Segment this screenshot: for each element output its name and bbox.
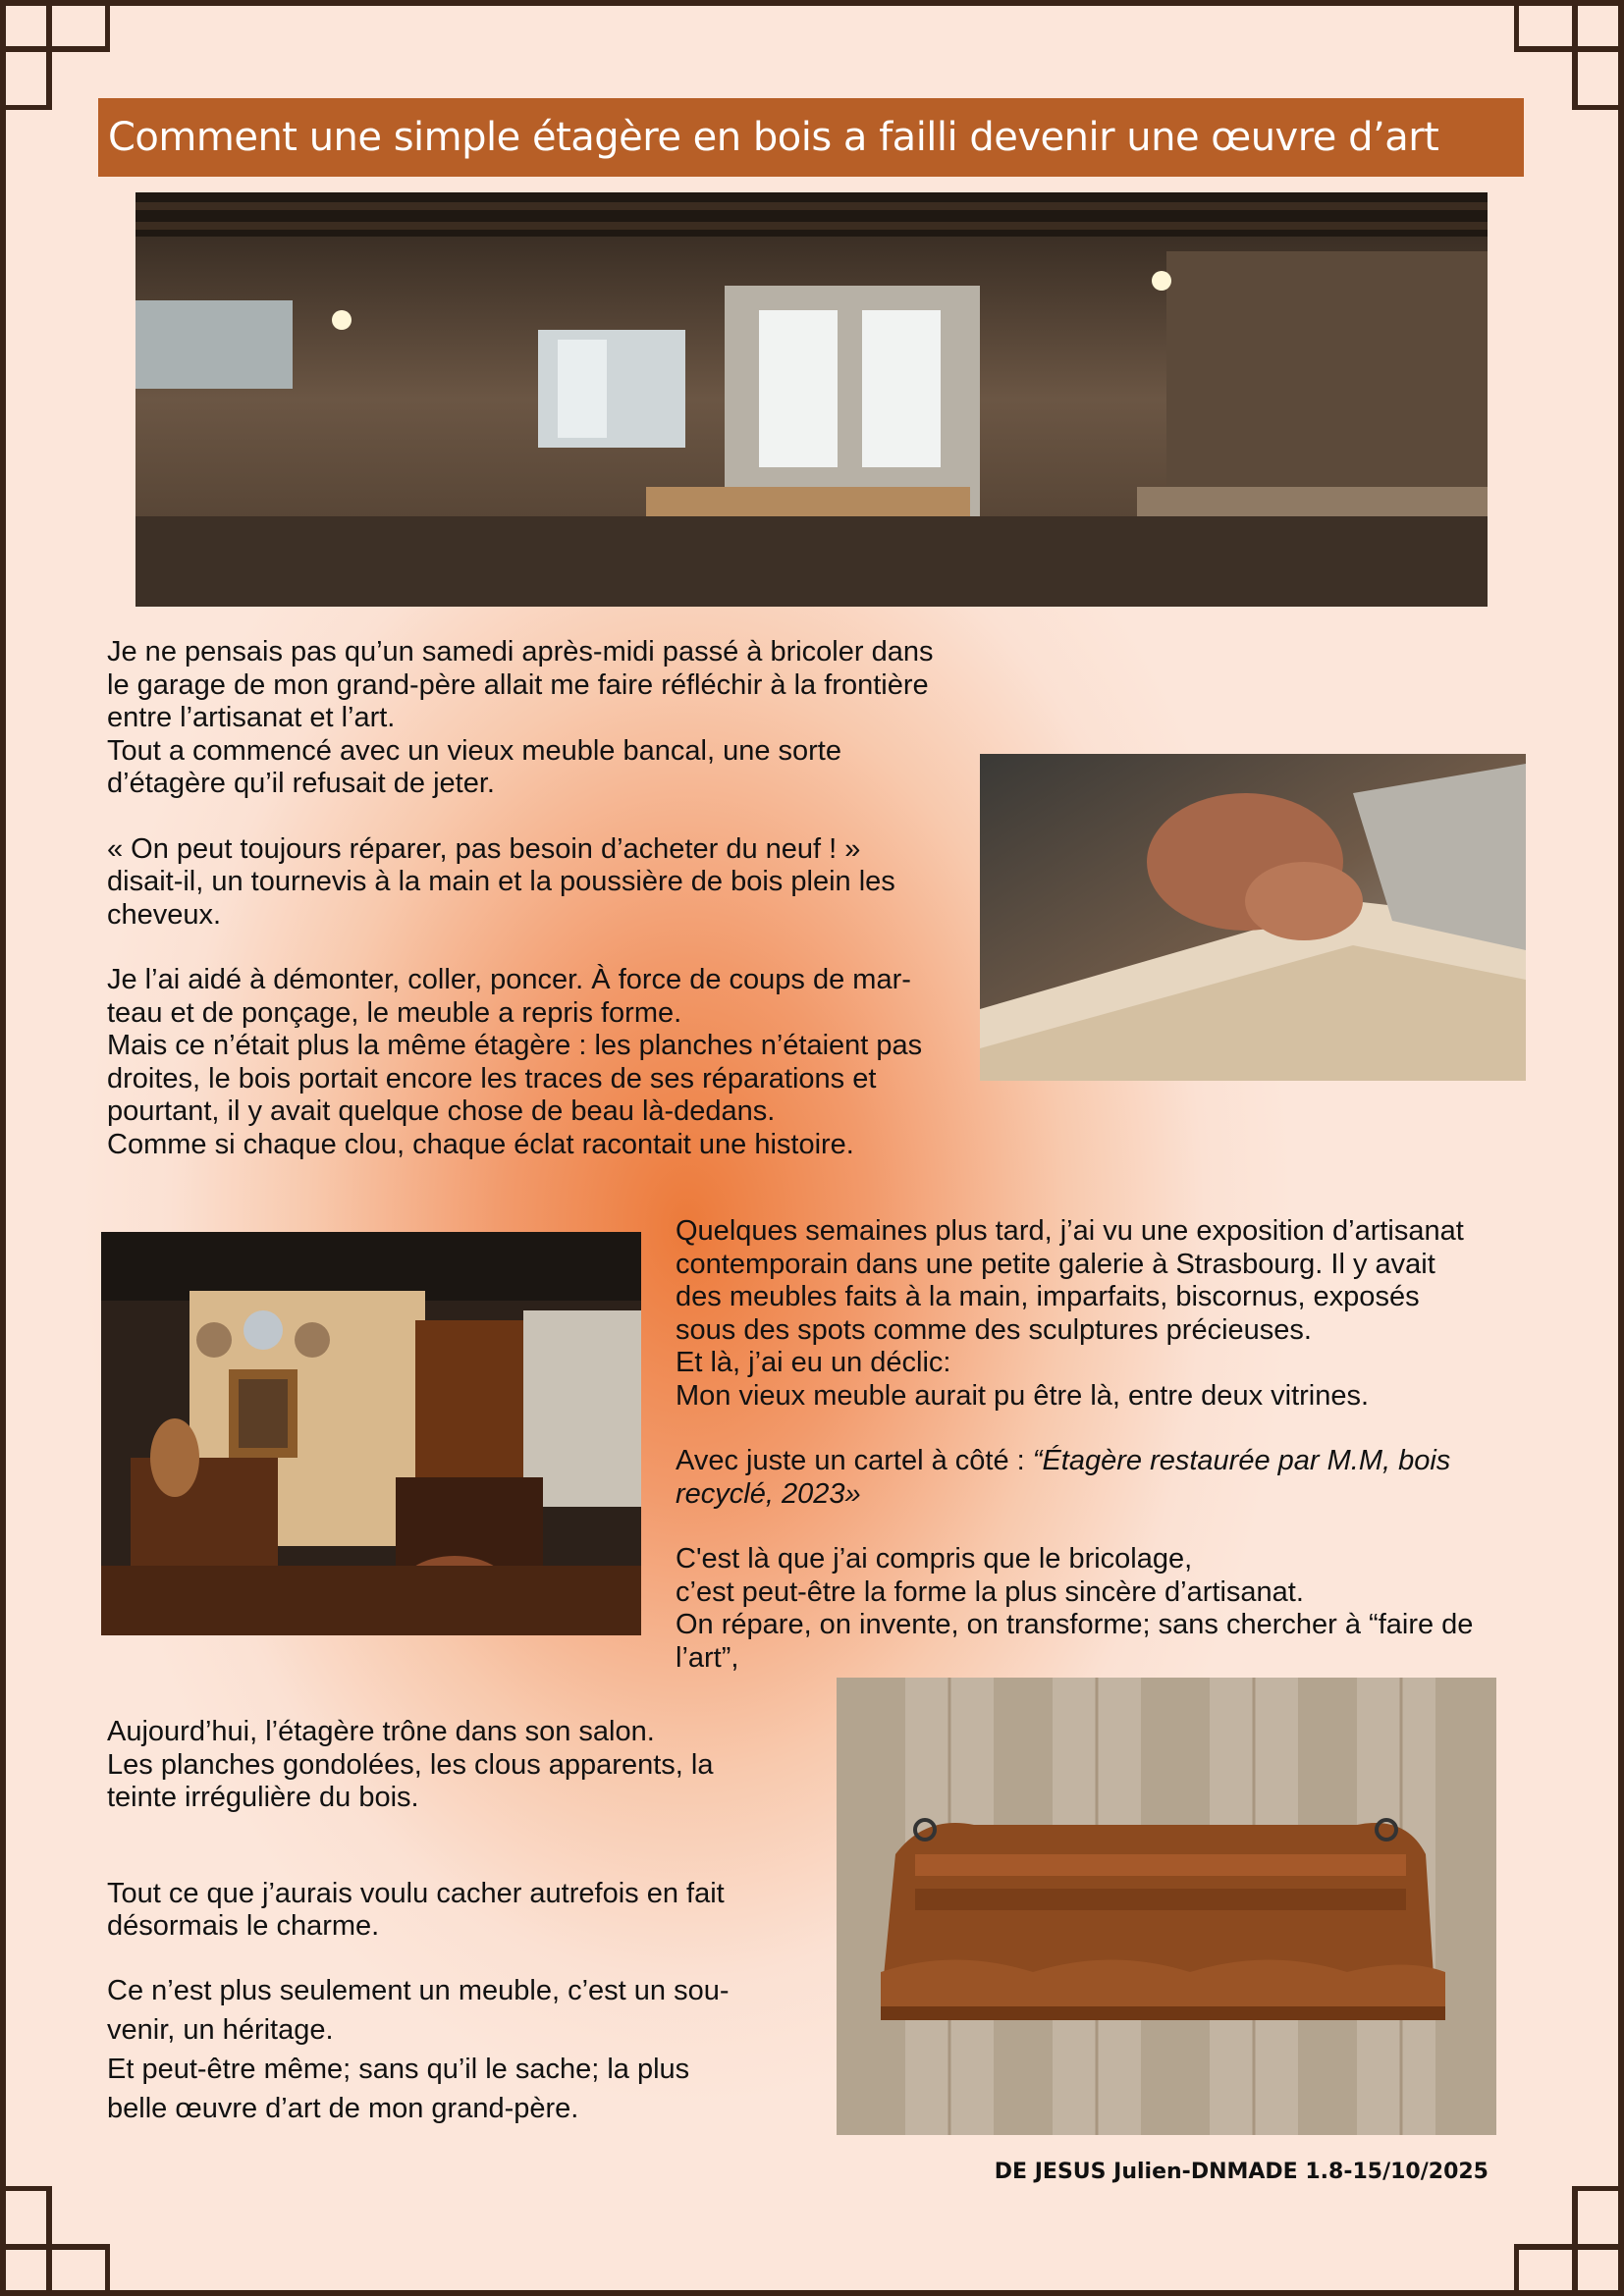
paragraph-line: Comme si chaque clou, chaque éclat racontait une histoire. [107,1128,854,1160]
paragraph-line: Et là, j’ai eu un déclic: [676,1347,951,1378]
paragraph-line: droites, le bois portait encore les traces de ses réparations et [107,1062,877,1095]
paragraph-line: Aujourd’hui, l’étagère trône dans son salon. [107,1716,655,1747]
paragraph-line: désormais le charme. [107,1910,380,1942]
paragraph-line: teau et de ponçage, le meuble a repris forme. [107,996,682,1029]
paragraph-line: entre l’artisanat et l’art. [107,702,396,733]
workshop-photo [135,192,1488,607]
paragraph-line: Mais ce n’était plus la même étagère : les planches n’étaient pas [107,1030,923,1061]
paragraph-line: d’étagère qu’il refusait de jeter. [107,768,495,799]
gallery-photo [101,1232,641,1635]
paragraph-line: Et peut-être même; sans qu’il le sache; la plus [107,2053,690,2085]
paragraph-line: C'est là que j’ai compris que le bricolage, [676,1543,1193,1575]
paragraph-line: Mon vieux meuble aurait pu être là, entre deux vitrines. [676,1379,1370,1412]
paragraph-line: « On peut toujours réparer, pas besoin d’acheter du neuf ! » [107,832,861,865]
paragraph-line: Je l’ai aidé à démonter, coller, poncer. À force de coups de mar- [107,964,911,995]
corner-ornament-bottom-right [1514,2186,1624,2296]
author-footer: DE JESUS Julien-DNMADE 1.8-15/10/2025 [994,2160,1489,2184]
paragraph-line: des meubles faits à la main, imparfaits, biscornus, exposés [676,1281,1420,1312]
paragraph-line: Les planches gondolées, les clous apparents, la [107,1748,714,1781]
hand-planing-photo [980,754,1526,1081]
gallery-text-block [676,1215,1540,1675]
paragraph-line: Tout ce que j’aurais voulu cacher autrefois en fait [107,1877,725,1909]
paragraph-line: Tout a commencé avec un vieux meuble bancal, une sorte [107,734,841,767]
paragraph-line: l’art”, [676,1641,739,1674]
paragraph-line: venir, un héritage. [107,2013,334,2046]
conclusion-text-block [107,1716,814,2128]
paragraph-line: contemporain dans une petite galerie à Strasbourg. Il y avait [676,1248,1435,1280]
cartel-quote-end: recyclé, 2023» [676,1477,861,1510]
paragraph-line: Quelques semaines plus tard, j’ai vu une exposition d’artisanat [676,1215,1464,1247]
paragraph-line [676,1478,1540,1512]
paragraph-line: disait-il, un tournevis à la main et la poussière de bois plein les [107,866,895,897]
paragraph-line [676,1445,1540,1478]
paragraph-line: belle œuvre d’art de mon grand-père. [107,2092,579,2124]
paragraph-line: pourtant, il y avait quelque chose de beau là-dedans. [107,1095,776,1127]
restored-shelf-photo [837,1678,1496,2135]
paragraph-line: cheveux. [107,898,222,931]
paragraph-line: Je ne pensais pas qu’un samedi après-midi passé à bricoler dans [107,636,934,667]
corner-ornament-top-left [0,0,110,110]
corner-ornament-bottom-left [0,2186,110,2296]
page-title: Comment une simple étagère en bois a failli devenir une œuvre d’art [98,98,1524,177]
cartel-quote: “Étagère restaurée par M.M, bois [1032,1445,1451,1476]
paragraph-line: c’est peut-être la forme la plus sincère d’artisanat. [676,1575,1304,1608]
intro-text-block [107,636,991,1161]
paragraph-line: teinte irrégulière du bois. [107,1782,419,1813]
paragraph-line: On répare, on invente, on transforme; sans chercher à “faire de [676,1609,1474,1640]
paragraph-line: le garage de mon grand-père allait me faire réfléchir à la frontière [107,668,929,701]
corner-ornament-top-right [1514,0,1624,110]
paragraph-line: sous des spots comme des sculptures précieuses. [676,1313,1312,1346]
cartel-intro: Avec juste un cartel à côté : [676,1445,1033,1476]
paragraph-line: Ce n’est plus seulement un meuble, c’est un sou- [107,1974,730,2006]
